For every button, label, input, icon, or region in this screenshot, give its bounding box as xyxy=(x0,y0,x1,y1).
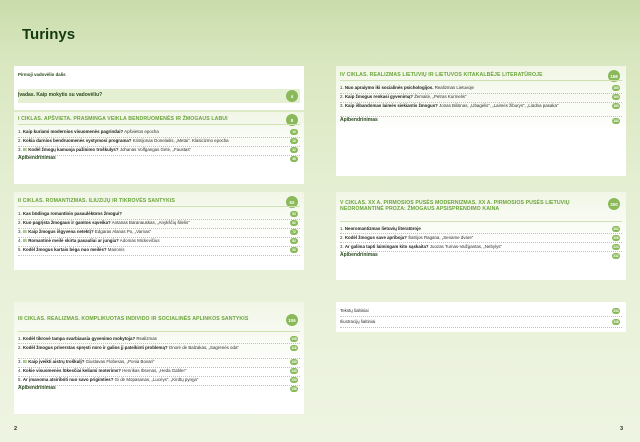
extras-divider xyxy=(340,316,622,317)
toc-item-author: Antanas Baranauskas, „Anykščių šilelis“ xyxy=(110,220,190,226)
toc-item-question: Kaip išbandomas laimės siekiantis žmogus? xyxy=(344,103,438,109)
toc-item-number: 1. xyxy=(340,226,345,232)
section-divider xyxy=(18,331,300,332)
toc-item-question: Kokia darnios bendruomenės vystymosi programa? xyxy=(22,138,132,144)
toc-item-author: Jonas Biliūnas, „Ubagėlis“, „Laimės žiburys“, „Liūdna pasaka“ xyxy=(437,103,559,109)
toc-item-question: Kodėl žmogus save apriboja? xyxy=(344,235,407,241)
toc-divider xyxy=(18,255,300,256)
toc-item-question: Kokie visuomenės lūkesčiai keliami moterims? xyxy=(22,368,121,374)
toc-item-number: 3. xyxy=(340,103,345,109)
toc-item[interactable] xyxy=(18,377,300,383)
toc-item-author: Realizmas xyxy=(135,335,157,341)
left-section-3 xyxy=(14,302,304,414)
toc-item-page[interactable]: 206 xyxy=(613,236,619,241)
toc-item-question: Kaip žmogus išgyvena netektį? xyxy=(28,229,94,235)
toc-item-author: Šatrijos Ragana, „Sename dvare“ xyxy=(406,235,474,241)
summary-page[interactable]: 192 xyxy=(613,119,619,123)
toc-item-question: Kaip įveikti aistrų troškulį? xyxy=(28,359,85,365)
toc-item[interactable] xyxy=(340,235,622,241)
toc-item[interactable] xyxy=(340,94,622,100)
toc-item-question: Kas būdinga romantinio pasaulėkūros žmogui? xyxy=(22,211,122,217)
toc-item-question: Kodėl žmogus priverstas spręsti noro ir galios jį pateikinti problemą? xyxy=(22,344,168,350)
toc-item-number: 2. xyxy=(18,138,23,144)
toc-item-number: 1. xyxy=(18,335,23,341)
toc-item[interactable] xyxy=(18,345,282,351)
toc-item-author: Apšvietos epocha xyxy=(123,129,159,135)
toc-item-page[interactable]: 150 xyxy=(291,378,297,383)
section-heading: II CIKLAS. ROMANTIZMAS. ILIUZIJŲ IR TIKROVĖS SANTYKIS xyxy=(18,198,175,204)
part-title: Pirmoji vadovėlio dalis xyxy=(18,72,66,77)
section-page-badge[interactable]: 52 xyxy=(286,196,298,208)
toc-item-author: Žemaitė, „Petras Kurmelis“ xyxy=(412,94,467,100)
section-heading: V CIKLAS. XX A. PIRMOSIOS PUSĖS MODERNIZMAS. XX A. PIRMOSIOS PUSĖS LIETUVIŲ NEOROMANTINĖ PROZA: ŽMOGAUS APSISPRENDIMO KAINA xyxy=(340,200,570,213)
toc-item-question: Ar įmanoma atsiribóti nuo savo prigimties? xyxy=(22,377,114,383)
toc-item-number: 1. xyxy=(18,211,23,217)
toc-item[interactable] xyxy=(340,103,604,109)
toc-item[interactable] xyxy=(340,226,622,232)
toc-item-page[interactable]: 54 xyxy=(290,211,298,217)
section-page-badge[interactable]: 106 xyxy=(286,314,298,326)
toc-item-question: Neoromantizmas lietuvių literatūroje xyxy=(344,226,421,232)
toc-item-author: Johanas Volfgangas Gėtė, „Faustas“ xyxy=(118,147,192,153)
section-divider xyxy=(18,124,300,125)
toc-item[interactable] xyxy=(18,220,300,226)
page-title: Turinys xyxy=(22,26,76,43)
toc-item-page[interactable]: 16 xyxy=(290,138,298,144)
toc-item[interactable] xyxy=(340,85,622,91)
section-divider xyxy=(340,80,622,81)
ie-tag: IE xyxy=(22,229,29,235)
section-divider xyxy=(18,206,300,207)
toc-item-question: Kuo pagrįsta žmogaus ir gamtos sąveika? xyxy=(22,220,111,226)
summary-page[interactable]: 156 xyxy=(291,387,297,392)
toc-item[interactable] xyxy=(18,229,300,235)
right-extras xyxy=(336,302,626,332)
toc-item-author: Kristijonas Donelaitis, „Metai“. Klasicizmo epocha xyxy=(131,138,229,144)
toc-item-number: 2. xyxy=(340,235,345,241)
summary-link[interactable]: Apibendrinimas xyxy=(340,117,378,123)
toc-item[interactable] xyxy=(18,129,300,135)
toc-item-author: Juozas Tumas-Vaižgantas, „Nebylys“ xyxy=(428,244,502,250)
left-part-panel xyxy=(14,66,304,110)
toc-item-question: Romantinė meilė skirta pasauliui ar jungia? xyxy=(28,238,119,244)
toc-item[interactable] xyxy=(18,336,300,342)
summary-page[interactable]: 232 xyxy=(613,254,619,259)
toc-item-page[interactable]: 10 xyxy=(290,129,298,135)
toc-item-page[interactable]: 90 xyxy=(290,247,298,253)
toc-item-number: 5. xyxy=(18,247,23,253)
left-page-number: 2 xyxy=(14,426,18,432)
summary-link[interactable]: Apibendrinimas xyxy=(18,385,56,392)
toc-item-author: Maironis xyxy=(106,247,125,253)
extras-link[interactable]: Iliustracijų šaltiniai xyxy=(340,319,376,324)
toc-item[interactable] xyxy=(18,359,300,365)
toc-item[interactable] xyxy=(340,244,622,250)
toc-item[interactable] xyxy=(18,147,300,153)
toc-item-author: Onorė de Balzakas, „Sagrenės oda“ xyxy=(167,344,239,350)
toc-item-page[interactable]: 32 xyxy=(290,147,298,153)
toc-item-page[interactable]: 130 xyxy=(291,360,297,365)
ie-tag: IE xyxy=(22,238,29,244)
extras-divider xyxy=(340,327,622,328)
toc-item-page[interactable]: 202 xyxy=(613,227,619,232)
toc-item-page[interactable]: 82 xyxy=(290,238,298,244)
ie-tag: IE xyxy=(22,359,29,365)
section-divider xyxy=(340,221,622,222)
toc-item-number: 1. xyxy=(18,129,23,135)
right-section-2 xyxy=(336,192,626,280)
toc-item-number: 3. xyxy=(18,147,23,153)
section-page-badge[interactable]: 8 xyxy=(286,114,298,126)
section-page-badge[interactable]: 200 xyxy=(608,198,620,210)
right-page-number: 3 xyxy=(620,426,624,432)
toc-item-number: 3. xyxy=(18,359,23,365)
section-heading: IV CIKLAS. REALIZMAS LIETUVIŲ IR LIETUVOS KITAKALBĖJE LITERATŪROJE xyxy=(340,72,543,78)
extras-link[interactable]: Tekstų šaltiniai xyxy=(340,308,369,313)
toc-item-page[interactable]: 62 xyxy=(290,220,298,226)
toc-item-author: Gi de Mopasanas, „Lucėys“, „Kirdtų pyręja“ xyxy=(113,377,199,383)
toc-item-author: Adomas Mickevičius xyxy=(118,238,160,244)
extras-page[interactable]: 236 xyxy=(613,320,619,324)
intro-page-badge[interactable]: 4 xyxy=(286,90,298,102)
toc-item-author: Giustavas Flobesas, „Ponia Bovari“ xyxy=(84,359,155,365)
extras-page[interactable]: 234 xyxy=(613,309,619,313)
toc-item-page[interactable]: 224 xyxy=(613,245,619,250)
toc-item-page[interactable]: 164 xyxy=(613,95,619,100)
toc-item-page[interactable]: 108 xyxy=(291,336,297,341)
toc-item-number: 2. xyxy=(18,220,23,226)
toc-item-page[interactable]: 118 xyxy=(291,345,297,350)
toc-item-number: 2. xyxy=(18,344,23,350)
toc-item[interactable] xyxy=(18,238,300,244)
section-heading: I CIKLAS. APŠVIETA. PRASMINGA VEIKLA BENDRUOMENĖS IR ŽMOGAUS LABUI xyxy=(18,116,228,122)
toc-item-question: Ar galima tapti laimingam kito sąskaita? xyxy=(344,244,429,250)
toc-item-page[interactable]: 140 xyxy=(291,369,297,374)
summary-page[interactable]: 46 xyxy=(290,156,298,162)
toc-item[interactable] xyxy=(18,368,300,374)
toc-item-number: 3. xyxy=(18,229,23,235)
toc-item-number: 3. xyxy=(340,244,345,250)
toc-item-number: 1. xyxy=(340,85,345,91)
toc-item-author: Realizmas Lietuvoje xyxy=(433,85,474,91)
toc-item-question: Kaip kuriami modernios visuomenės pagrindai? xyxy=(22,129,124,135)
intro-link[interactable]: Įvadas. Kaip mokytis su vadovėliu? xyxy=(18,92,103,98)
ie-tag: IE xyxy=(22,147,29,153)
toc-item-number: 5. xyxy=(18,377,23,383)
summary-link[interactable]: Apibendrinimas xyxy=(340,252,378,259)
section-page-badge[interactable]: 158 xyxy=(608,70,620,82)
toc-item-number: 2. xyxy=(340,94,345,100)
toc-item-page[interactable]: 180 xyxy=(613,104,619,109)
toc-item-question: Kaip žmogus renkasi gyvenimą? xyxy=(344,94,413,100)
section-heading: III CIKLAS. REALIZMAS. KOMPLIKUOTAS INDIVIDO IR SOCIALINĖS APLINKOS SANTYKIS xyxy=(18,316,249,322)
left-section-1 xyxy=(14,112,304,184)
toc-item-page[interactable]: 72 xyxy=(290,229,298,235)
toc-item-number: 4. xyxy=(18,238,23,244)
toc-item-author: Edgaras Alanas Po, „Varnas“ xyxy=(93,229,152,235)
toc-item-question: Kodėl žmogų kamuoja pažinimo troškulys? xyxy=(28,147,119,153)
summary-link[interactable]: Apibendrinimas xyxy=(18,155,56,162)
toc-item-question: Nuo apraiymo iki socialinės psichologijos. xyxy=(344,85,434,91)
right-section-1 xyxy=(336,66,626,176)
toc-item-author: Henrikas Ibsenas, „Heda Gabler“ xyxy=(121,368,187,374)
toc-item-number: 4. xyxy=(18,368,23,374)
left-section-2 xyxy=(14,192,304,270)
toc-item[interactable] xyxy=(18,211,300,217)
toc-item[interactable] xyxy=(18,138,300,144)
toc-item-question: Kodėl tikrovė tampa svarbiausia gyvenimo mokytoja? xyxy=(22,335,136,341)
toc-item[interactable] xyxy=(18,247,300,253)
toc-item-page[interactable]: 160 xyxy=(613,86,619,91)
toc-item-question: Kodėl žmogus kartais bėga nuo meilės? xyxy=(22,247,107,253)
